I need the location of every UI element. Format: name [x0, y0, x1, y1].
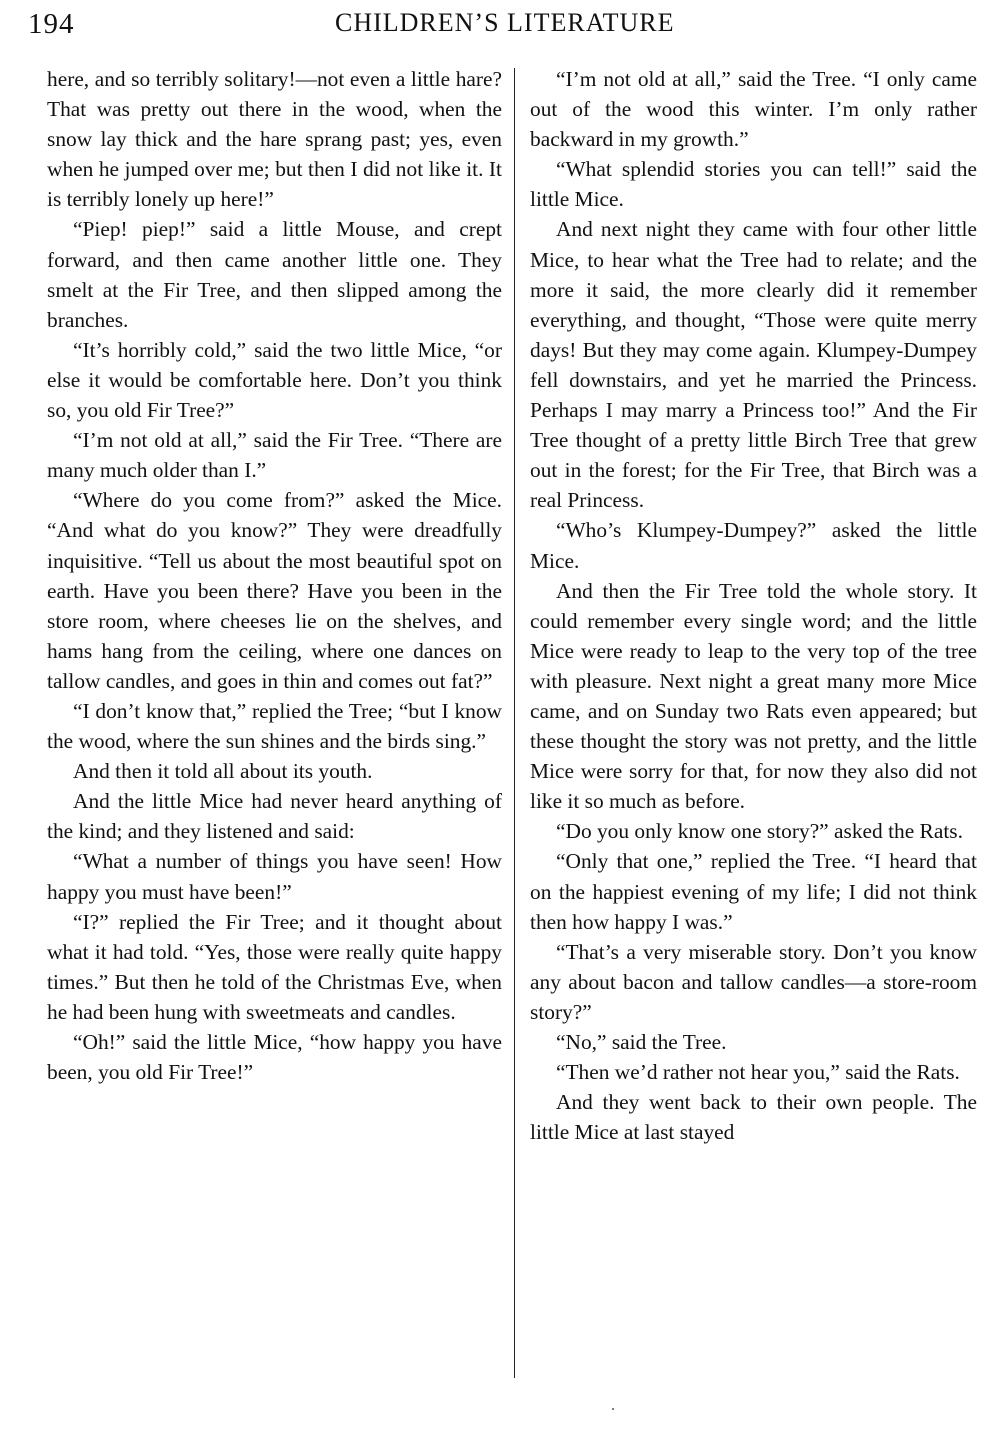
right-column [530, 64, 977, 1147]
paragraph: “Where do you come from?” asked the Mice. “And what do you know?” They were dreadfully inquisitive. “Tell us about the most beautiful spot on earth. Have you been there? Have you been in the store room, where cheeses lie on the shelves, and hams hang from the ceiling, where one dances on tallow candles, and goes in thin and comes out fat?” [47, 488, 502, 693]
paragraph: “What a number of things you have seen! How happy you must have been!” [47, 849, 502, 904]
column-divider [514, 68, 515, 1378]
page-number: 194 [28, 8, 75, 40]
paragraph: “That’s a very miserable story. Don’t you know any about bacon and tallow candles—a store-room story?” [530, 939, 977, 1024]
paragraph: “I don’t know that,” replied the Tree; “but I know the wood, where the sun shines and the birds sing.” [47, 698, 502, 754]
paragraph: And then it told all about its youth. [73, 759, 373, 784]
paragraph: “I’m not old at all,” said the Fir Tree. “There are many much older than I.” [47, 428, 502, 483]
page-header [0, 6, 1000, 46]
paragraph: And then the Fir Tree told the whole story. It could remember every single word; and the little Mice were ready to leap to the very top of the tree with pleasure. Next night a great many more Mice came, and on Sunday two Rats even appeared; but these thought the story was not pretty, and the little Mice were sorry for that, for now they also did not like it so much as before. [530, 578, 977, 814]
paragraph: here, and so terribly solitary!—not even a little hare? That was pretty out there in the wood, when the snow lay thick and the hare sprang past; yes, even when he jumped over me; but then I did not like it. It is terribly lonely up here!” [47, 67, 502, 212]
paragraph: And next night they came with four other little Mice, to hear what the Tree had to relate; and the more it said, the more clearly did it remember everything, and thought, “Those were quite merry days! But they may come again. Klumpey-Dumpey fell downstairs, and yet he married the Princess. Perhaps I may marry a Princess too!” And the Fir Tree thought of a pretty little Birch Tree that grew out in the forest; for the Fir Tree, that Birch was a real Princess. [530, 217, 977, 513]
paragraph: “Then we’d rather not hear you,” said the Rats. [556, 1060, 960, 1085]
paragraph: “Who’s Klumpey-Dumpey?” asked the little Mice. [530, 518, 977, 573]
paragraph: And the little Mice had never heard anything of the kind; and they listened and said: [47, 789, 502, 844]
paragraph: “No,” said the Tree. [556, 1030, 727, 1054]
running-title: CHILDREN’S LITERATURE [335, 8, 675, 37]
paragraph: “Only that one,” replied the Tree. “I heard that on the happiest evening of my life; I did not think then how happy I was.” [530, 849, 977, 934]
left-column [47, 64, 502, 1087]
paragraph: “Oh!” said the little Mice, “how happy you have been, you old Fir Tree!” [47, 1030, 502, 1085]
paragraph: “Do you only know one story?” asked the Rats. [556, 819, 963, 844]
paragraph: “It’s horribly cold,” said the two little Mice, “or else it would be comfortable here. Don’t you think so, you old Fir Tree?” [47, 337, 502, 423]
paragraph: And they went back to their own people. The little Mice at last stayed [530, 1090, 977, 1145]
paragraph: “I?” replied the Fir Tree; and it thought about what it had told. “Yes, those were really quite happy times.” But then he told of the Christmas Eve, when he had been hung with sweetmeats and candles. [47, 909, 502, 1024]
paragraph: “Piep! piep!” said a little Mouse, and crept forward, and then came another little one. They smelt at the Fir Tree, and then slipped among the branches. [47, 217, 502, 332]
paragraph: “What splendid stories you can tell!” said the little Mice. [530, 157, 977, 212]
paragraph: “I’m not old at all,” said the Tree. “I only came out of the wood this winter. I’m only rather backward in my growth.” [530, 67, 977, 152]
print-speck [612, 1408, 614, 1410]
